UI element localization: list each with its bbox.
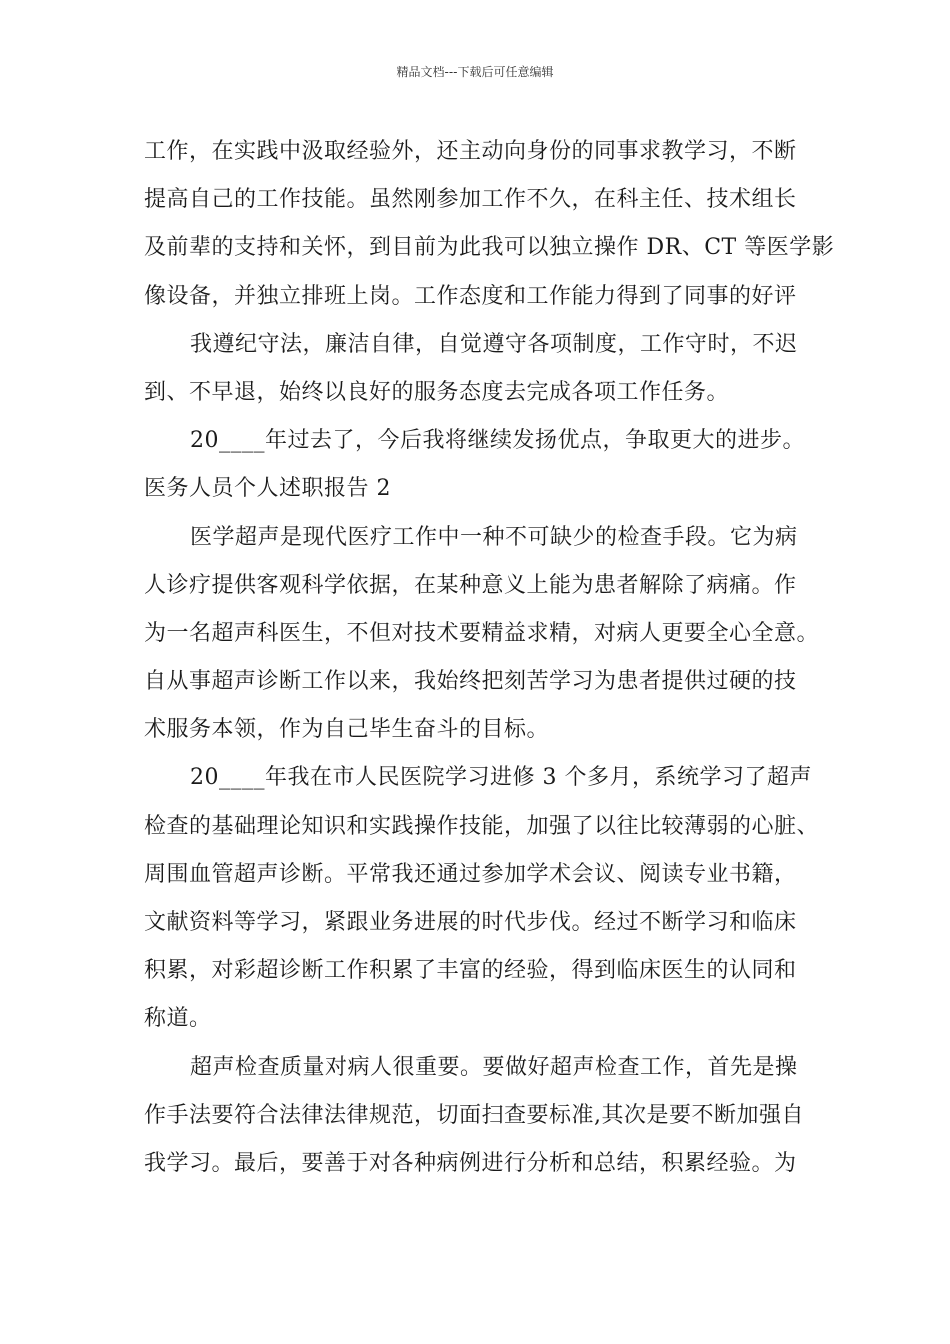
text-line: 术服务本领，作为自己毕生奋斗的目标。 [144, 717, 550, 743]
paragraph-first-line: 20____年过去了，今后我将继续发扬优点，争取更大的进步。 [190, 428, 805, 454]
page-header: 精品文档---下载后可任意编辑 [396, 65, 554, 79]
section-heading: 医务人员个人述职报告 2 [144, 476, 391, 502]
text-line: 积累，对彩超诊断工作积累了丰富的经验，得到临床医生的认同和 [144, 958, 797, 984]
text-line: 自从事超声诊断工作以来，我始终把刻苦学习为患者提供过硬的技 [144, 669, 797, 695]
text-line: 工作，在实践中汲取经验外，还主动向身份的同事求教学习，不断 [144, 139, 797, 164]
text-line: 人诊疗提供客观科学依据，在某种意义上能为患者解除了病痛。作 [144, 572, 797, 598]
text-line: 像设备，并独立排班上岗。工作态度和工作能力得到了同事的好评 [144, 283, 797, 309]
text-line: 及前辈的支持和关怀，到目前为此我可以独立操作 DR、CT 等医学影 [144, 235, 835, 261]
text-line: 文献资料等学习，紧跟业务进展的时代步伐。经过不断学习和临床 [144, 910, 797, 935]
text-line: 称道。 [144, 1006, 212, 1032]
text-line: 到、不早退，始终以良好的服务态度去完成各项工作任务。 [144, 379, 730, 405]
paragraph-first-line: 20____年我在市人民医院学习进修 3 个多月，系统学习了超声 [190, 765, 812, 791]
text-line: 我学习。最后，要善于对各种病例进行分析和总结，积累经验。为 [144, 1150, 797, 1176]
text-line: 作手法要符合法律法律规范，切面扫查要标准,其次是要不断加强自 [144, 1102, 804, 1128]
text-line: 检查的基础理论知识和实践操作技能，加强了以往比较薄弱的心脏、 [144, 813, 820, 839]
text-line: 提高自己的工作技能。虽然刚参加工作不久，在科主任、技术组长 [144, 187, 797, 213]
text-line: 为一名超声科医生，不但对技术要精益求精，对病人更要全心全意。 [144, 620, 820, 646]
paragraph-first-line: 我遵纪守法，廉洁自律，自觉遵守各项制度，工作守时，不迟 [190, 331, 798, 357]
paragraph-first-line: 超声检查质量对病人很重要。要做好超声检查工作，首先是操 [190, 1054, 798, 1080]
text-line: 周围血管超声诊断。平常我还通过参加学术会议、阅读专业书籍， [144, 861, 797, 887]
paragraph-first-line: 医学超声是现代医疗工作中一种不可缺少的检查手段。它为病 [190, 524, 798, 550]
document-body [144, 128, 835, 1188]
